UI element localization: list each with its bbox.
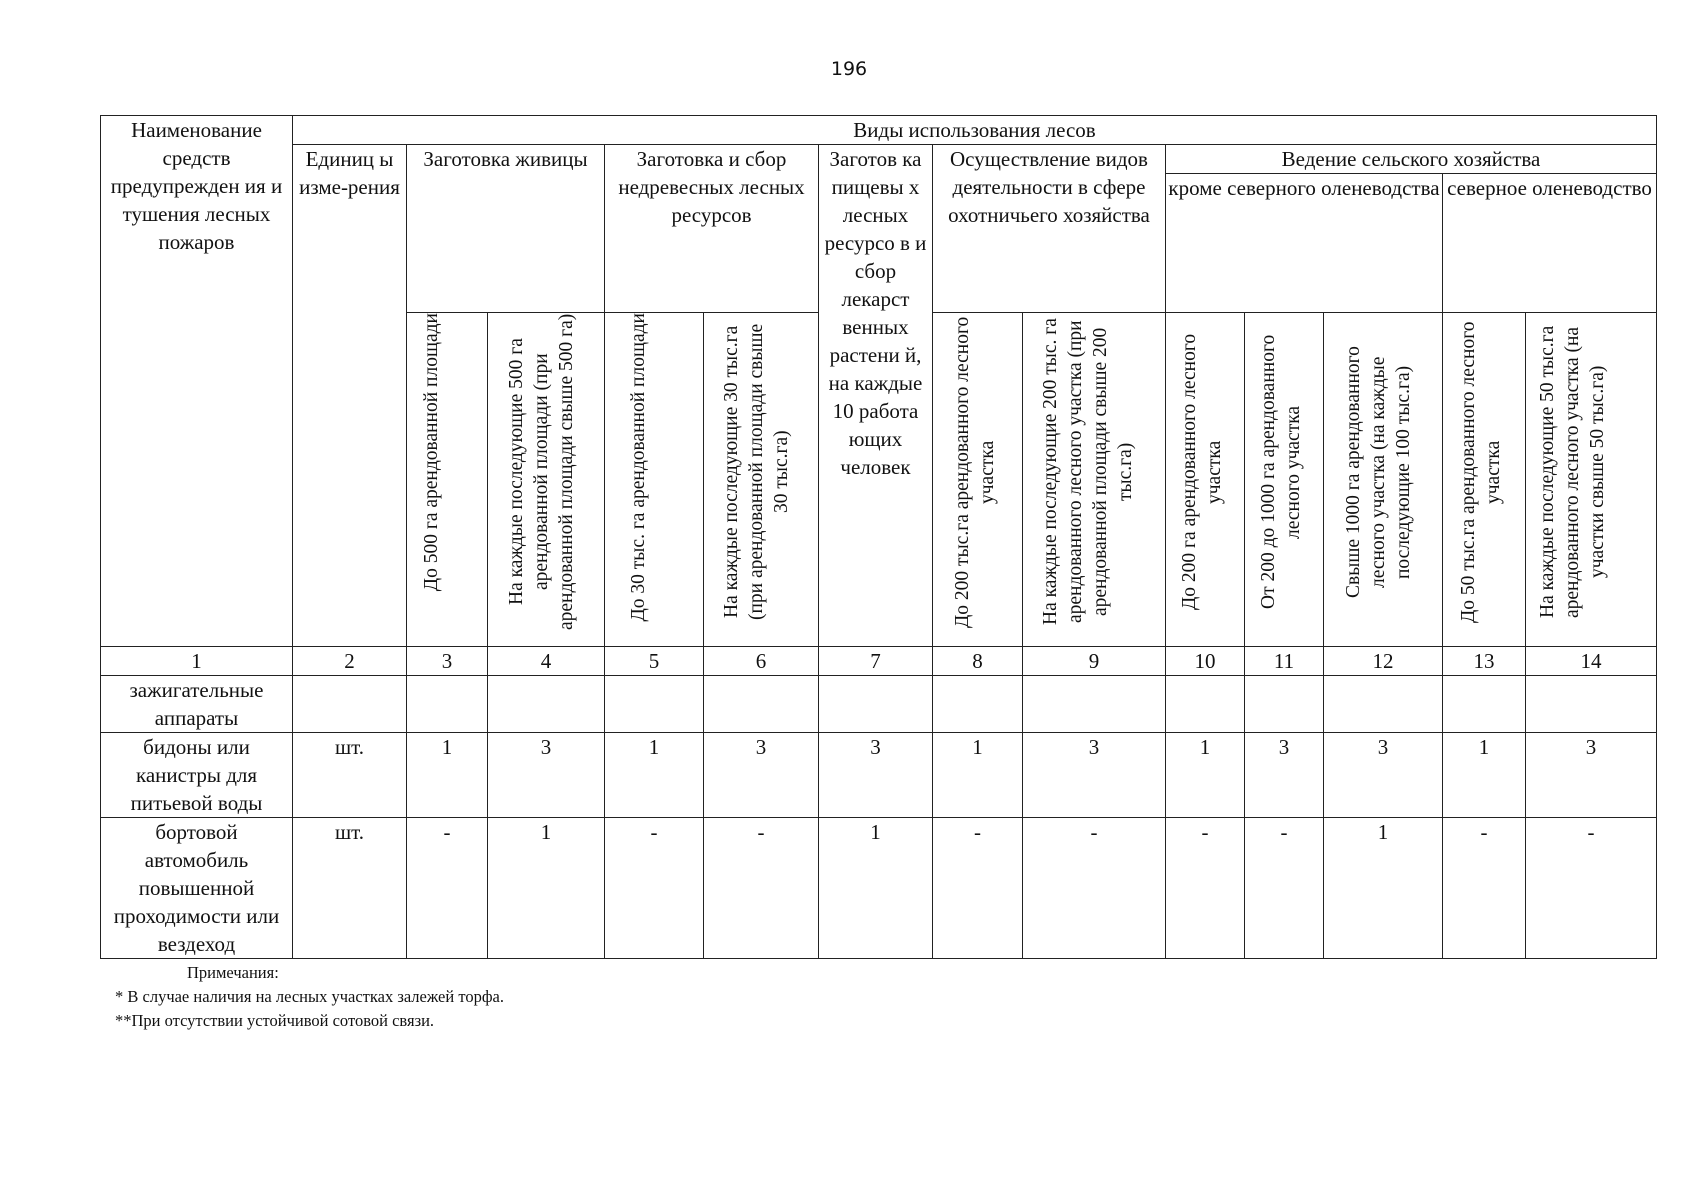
table-cell: 1 (819, 818, 933, 959)
row-name: бидоны или канистры для питьевой воды (101, 733, 293, 818)
subheader-col-3: До 500 га арендованной площади (407, 313, 488, 647)
subheader-col-12: Свыше 1000 га арендованного лесного участка (на каждые последующие 100 тыс.га) (1324, 313, 1443, 647)
table-cell: - (605, 818, 704, 959)
table-cell: 1 (1443, 733, 1526, 818)
column-number: 5 (605, 647, 704, 676)
table-cell: - (1526, 818, 1657, 959)
header-unit: Единиц ы изме-рения (293, 145, 407, 647)
header-agriculture: Ведение сельского хозяйства (1166, 145, 1657, 174)
row-name: зажигательные аппараты (101, 676, 293, 733)
table-row (101, 818, 1657, 959)
table-cell (1023, 676, 1166, 733)
column-number: 1 (101, 647, 293, 676)
table-cell: - (1443, 818, 1526, 959)
subheader-col-14: На каждые последующие 50 тыс.га арендованного лесного участка (на участки свыше 50 тыс.га) (1526, 313, 1657, 647)
table-cell: 3 (819, 733, 933, 818)
header-forest-use-types: Виды использования лесов (293, 116, 1657, 145)
column-number: 13 (1443, 647, 1526, 676)
table-cell: 3 (1023, 733, 1166, 818)
subheader-col-10: До 200 га арендованного лесного участка (1166, 313, 1245, 647)
subheader-col-8: До 200 тыс.га арендованного лесного участка (933, 313, 1023, 647)
table-cell: - (1023, 818, 1166, 959)
header-except-reindeer: кроме северного оленеводства (1166, 174, 1443, 313)
table-cell (407, 676, 488, 733)
column-number: 14 (1526, 647, 1657, 676)
table-cell (1526, 676, 1657, 733)
table-row (101, 733, 1657, 818)
subheader-col-6: На каждые последующие 30 тыс.га (при арендованной площади свыше 30 тыс.га) (704, 313, 819, 647)
table-cell (488, 676, 605, 733)
table-cell: 3 (1245, 733, 1324, 818)
table-cell: - (1166, 818, 1245, 959)
subheader-col-9: На каждые последующие 200 тыс. га арендованного лесного участка (при арендованной площади свыше 200 тыс.га) (1023, 313, 1166, 647)
table-cell (1324, 676, 1443, 733)
table-cell: 1 (933, 733, 1023, 818)
table-cell: шт. (293, 733, 407, 818)
table-cell (1245, 676, 1324, 733)
table-cell: - (704, 818, 819, 959)
subheader-col-11: От 200 до 1000 га арендованного лесного участка (1245, 313, 1324, 647)
table-cell: 1 (1166, 733, 1245, 818)
header-hunting: Осуществление видов деятельности в сфере охотничьего хозяйства (933, 145, 1166, 313)
header-nonwood-harvest: Заготовка и сбор недревесных лесных ресурсов (605, 145, 819, 313)
page-number: 196 (830, 58, 868, 80)
header-resin-harvest: Заготовка живицы (407, 145, 605, 313)
subheader-col-5: До 30 тыс. га арендованной площади (605, 313, 704, 647)
notes (115, 961, 504, 1033)
table-cell (1166, 676, 1245, 733)
fire-equipment-table (100, 115, 1657, 959)
column-number: 7 (819, 647, 933, 676)
table-cell (1443, 676, 1526, 733)
table-cell: - (933, 818, 1023, 959)
column-number: 9 (1023, 647, 1166, 676)
table-cell: - (1245, 818, 1324, 959)
table-cell (933, 676, 1023, 733)
table-cell: 3 (704, 733, 819, 818)
table-cell: 1 (488, 818, 605, 959)
table-cell: 1 (605, 733, 704, 818)
header-reindeer: северное оленеводство (1443, 174, 1657, 313)
table-cell: 3 (1526, 733, 1657, 818)
column-number: 4 (488, 647, 605, 676)
column-number: 11 (1245, 647, 1324, 676)
column-number: 3 (407, 647, 488, 676)
table-cell (819, 676, 933, 733)
column-number: 12 (1324, 647, 1443, 676)
column-number: 2 (293, 647, 407, 676)
subheader-col-13: До 50 тыс.га арендованного лесного участка (1443, 313, 1526, 647)
column-number-row (101, 647, 1657, 676)
header-name-cell: Наименование средств предупрежден ия и тушения лесных пожаров (101, 116, 293, 647)
notes-title: Примечания: (187, 963, 279, 982)
table-cell: - (407, 818, 488, 959)
table-cell: шт. (293, 818, 407, 959)
column-number: 10 (1166, 647, 1245, 676)
note-item: * В случае наличия на лесных участках залежей торфа. (115, 987, 504, 1006)
table-cell: 3 (1324, 733, 1443, 818)
subheader-col-4: На каждые последующие 500 га арендованной площади (при арендованной площади свыше 500 га) (488, 313, 605, 647)
header-food-harvest: Заготов ка пищевы х лесных ресурсо в и сбор лекарст венных растени й, на каждые 10 работа ющих человек (819, 145, 933, 647)
row-name: бортовой автомобиль повышенной проходимости или вездеход (101, 818, 293, 959)
table-cell (605, 676, 704, 733)
column-number: 6 (704, 647, 819, 676)
table-cell: 3 (488, 733, 605, 818)
column-number: 8 (933, 647, 1023, 676)
note-item: **При отсутствии устойчивой сотовой связи. (115, 1011, 435, 1030)
table-cell: 1 (1324, 818, 1443, 959)
table-cell: 1 (407, 733, 488, 818)
table-cell (293, 676, 407, 733)
table-cell (704, 676, 819, 733)
table-row (101, 676, 1657, 733)
